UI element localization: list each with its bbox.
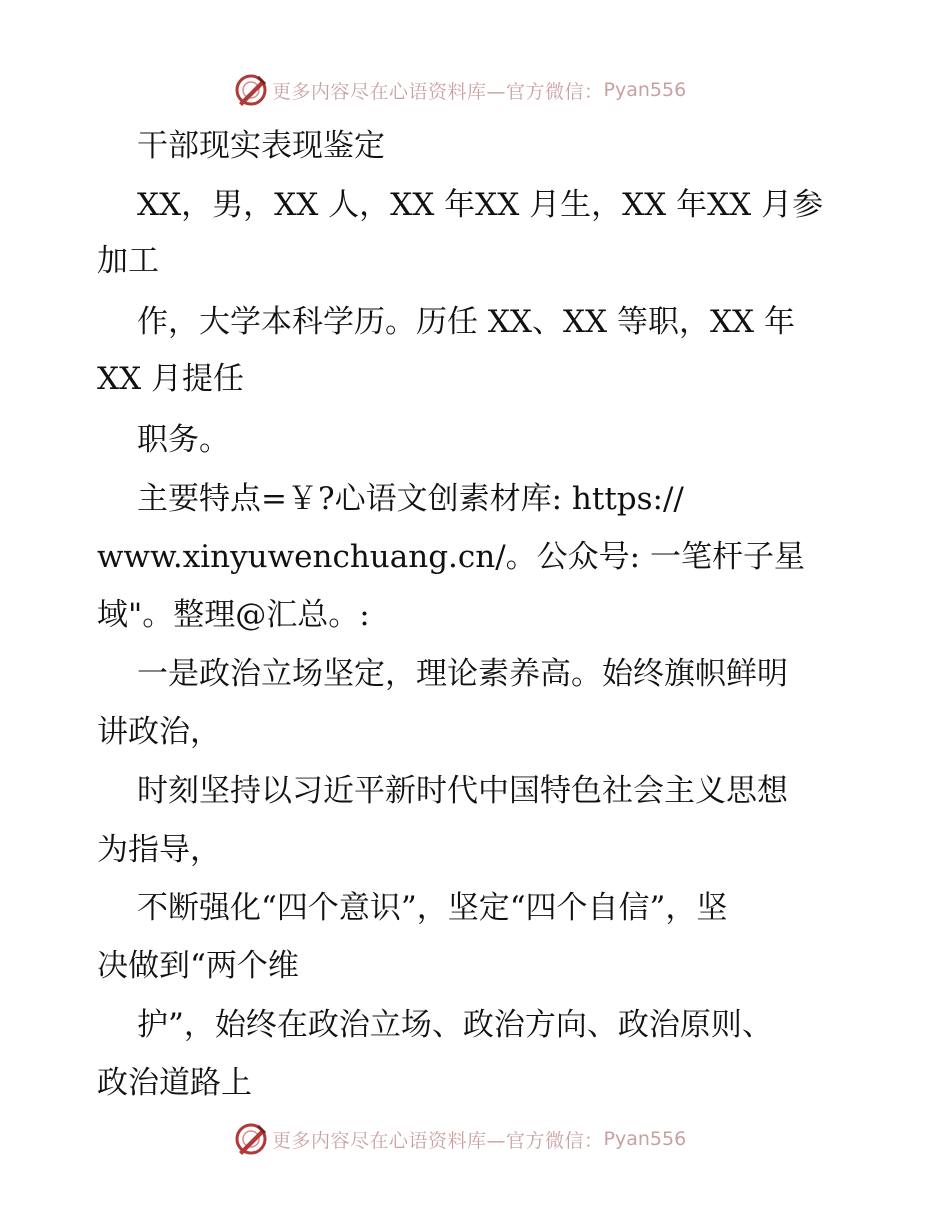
paragraph-line: 为指导， — [97, 832, 221, 868]
paragraph-line: 时刻坚持以习近平新时代中国特色社会主义思想 — [137, 773, 788, 809]
paragraph-line: 一是政治立场坚定，理论素养高。始终旗帜鲜明 — [137, 656, 788, 692]
footer-watermark-banner — [234, 1121, 686, 1157]
paragraph-line: 域"。整理@汇总。: — [97, 597, 370, 633]
watermark-text: 更多内容尽在心语资料库—官方微信： — [272, 1129, 604, 1152]
watermark-text: 更多内容尽在心语资料库—官方微信： — [272, 80, 604, 103]
paragraph-line: 政治道路上 — [97, 1065, 252, 1101]
paragraph-line: 决做到“两个维 — [97, 948, 299, 984]
header-watermark-banner — [234, 72, 686, 108]
wechat-id: Pyan556 — [603, 1128, 687, 1150]
paragraph-line: 职务。 — [137, 422, 230, 458]
paragraph-line: 不断强化“四个意识”，坚定“四个自信”，坚 — [137, 890, 728, 926]
wechat-id: Pyan556 — [603, 79, 687, 101]
document-title: 干部现实表现鉴定 — [137, 128, 385, 164]
paragraph-line: www.xinyuwenchuang.cn/。公众号: 一笔杆子星 — [97, 539, 805, 575]
paragraph-line: XX 月提任 — [97, 361, 244, 397]
paragraph-line: 作，大学本科学历。历任 XX、XX 等职，XX 年 — [137, 304, 795, 340]
paragraph-line: 讲政治， — [97, 714, 221, 750]
pen-logo-icon — [234, 1122, 268, 1156]
pen-logo-icon — [234, 73, 268, 107]
paragraph-line: 护”，始终在政治立场、政治方向、政治原则、 — [137, 1007, 773, 1043]
paragraph-line: 主要特点=￥?心语文创素材库: https:// — [137, 481, 684, 517]
paragraph-line: XX，男，XX 人，XX 年XX 月生，XX 年XX 月参 — [137, 187, 824, 223]
paragraph-line: 加工 — [97, 243, 159, 279]
